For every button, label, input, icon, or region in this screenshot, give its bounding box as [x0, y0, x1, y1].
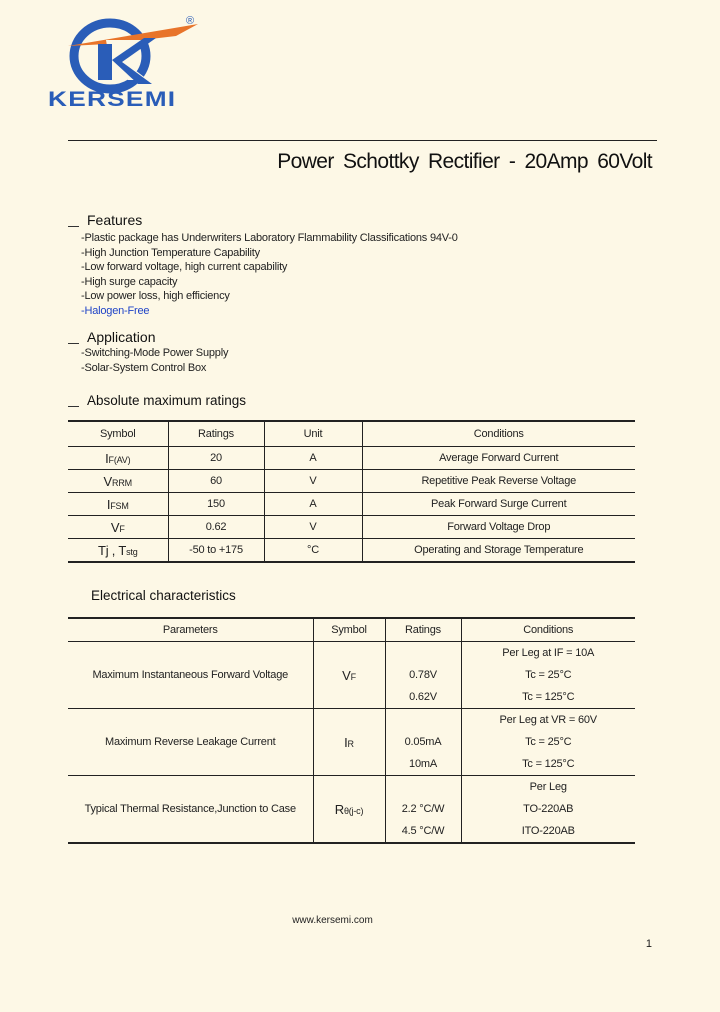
list-item: -Solar-System Control Box	[81, 361, 207, 374]
unit-cell: A	[264, 493, 362, 516]
table-row	[68, 447, 635, 470]
unit-cell: V	[264, 516, 362, 539]
col-conditions: Conditions	[362, 421, 635, 447]
col-parameters: Parameters	[68, 618, 313, 642]
electrical-heading: Electrical characteristics	[91, 588, 236, 603]
condition-cell: Peak Forward Surge Current	[362, 493, 635, 516]
features-heading: Features	[68, 212, 142, 228]
table-row	[68, 642, 635, 709]
halogen-free-item: -Halogen-Free	[81, 304, 150, 317]
rating-cell: -50 to +175	[168, 539, 264, 563]
list-item: -Switching-Mode Power Supply	[81, 347, 229, 359]
table-row	[68, 470, 635, 493]
col-symbol: Symbol	[68, 421, 168, 447]
list-item: -Plastic package has Underwriters Laboratory Flammability Classifications 94V-0	[81, 232, 458, 244]
condition-cell: Average Forward Current	[362, 447, 635, 470]
unit-cell: V	[264, 470, 362, 493]
table-row	[68, 539, 635, 563]
symbol-cell: IFSM	[68, 493, 168, 516]
parameter-cell: Maximum Instantaneous Forward Voltage	[68, 642, 313, 709]
col-ratings: Ratings	[385, 618, 461, 642]
parameter-cell: Typical Thermal Resistance,Junction to Case	[68, 776, 313, 844]
condition-cell: Per Leg at IF = 10A Tc = 25°C Tc = 125°C	[461, 642, 635, 709]
condition-cell: Per Leg at VR = 60V Tc = 25°C Tc = 125°C	[461, 709, 635, 776]
rating-cell: 0.78V 0.62V	[385, 642, 461, 709]
website-link[interactable]: www.kersemi.com	[292, 915, 373, 926]
table-row	[68, 709, 635, 776]
unit-cell: A	[264, 447, 362, 470]
table-row	[68, 776, 635, 844]
rating-cell: 0.62	[168, 516, 264, 539]
abs-max-heading: Absolute maximum ratings	[68, 393, 246, 408]
page-title: Power Schottky Rectifier - 20Amp 60Volt	[277, 150, 652, 173]
symbol-cell: IR	[313, 709, 385, 776]
condition-cell: Forward Voltage Drop	[362, 516, 635, 539]
col-conditions: Conditions	[461, 618, 635, 642]
electrical-table	[68, 617, 635, 844]
application-heading: Application	[68, 329, 156, 345]
table-header-row	[68, 618, 635, 642]
page-number: 1	[645, 938, 652, 950]
table-row	[68, 493, 635, 516]
table-row	[68, 516, 635, 539]
symbol-cell: IF(AV)	[68, 447, 168, 470]
registered-mark: ®	[186, 15, 195, 27]
symbol-cell: Rθ(j-c)	[313, 776, 385, 844]
list-item: -Low forward voltage, high current capability	[81, 261, 288, 274]
condition-cell: Repetitive Peak Reverse Voltage	[362, 470, 635, 493]
application-list	[81, 346, 228, 375]
list-item: -High Junction Temperature Capability	[81, 246, 260, 259]
rating-cell: 20	[168, 447, 264, 470]
unit-cell: °C	[264, 539, 362, 563]
rating-cell: 2.2 °C/W 4.5 °C/W	[385, 776, 461, 844]
brand-name: KERSEMI	[48, 88, 177, 111]
list-item: -High surge capacity	[81, 275, 178, 288]
features-list	[81, 231, 458, 319]
col-symbol: Symbol	[313, 618, 385, 642]
abs-max-table	[68, 420, 635, 563]
col-ratings: Ratings	[168, 421, 264, 447]
table-header-row	[68, 421, 635, 447]
rating-cell: 150	[168, 493, 264, 516]
condition-cell: Per Leg TO-220AB ITO-220AB	[461, 776, 635, 844]
parameter-cell: Maximum Reverse Leakage Current	[68, 709, 313, 776]
condition-cell: Operating and Storage Temperature	[362, 539, 635, 563]
list-item: -Low power loss, high efficiency	[81, 290, 230, 303]
header-rule	[68, 140, 657, 141]
symbol-cell: Tj , Tstg	[68, 539, 168, 563]
rating-cell: 60	[168, 470, 264, 493]
col-unit: Unit	[264, 421, 362, 447]
symbol-cell: VRRM	[68, 470, 168, 493]
symbol-cell: VF	[68, 516, 168, 539]
rating-cell: 0.05mA 10mA	[385, 709, 461, 776]
symbol-cell: VF	[313, 642, 385, 709]
